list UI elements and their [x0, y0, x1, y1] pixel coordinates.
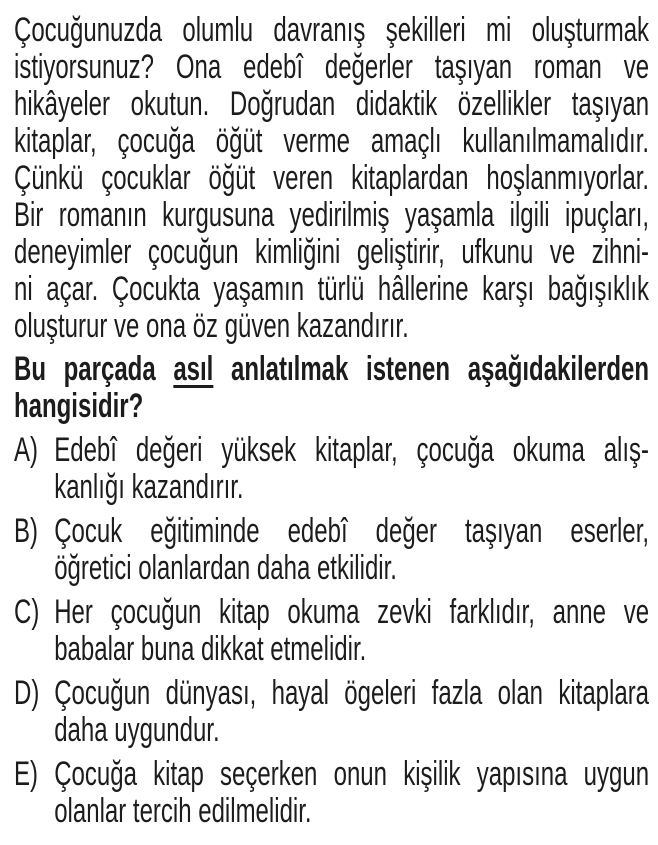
passage-line: Çünkü çocuklar öğüt veren kitaplardan hoşlanmıyorlar. [14, 159, 650, 197]
options-list [14, 432, 649, 830]
option-label: B) [14, 512, 38, 550]
passage-line: kitaplar, çocuğa öğüt verme amaçlı kullanılmamalıdır. [14, 122, 650, 160]
passage-line: istiyorsunuz? Ona edebî değerler taşıyan roman ve [14, 48, 650, 86]
option-label: C) [14, 593, 40, 631]
question-line-1 [14, 351, 649, 388]
option-line: kanlığı kazandırır. [54, 468, 244, 506]
underlined-word: asıl [173, 350, 214, 388]
option-row [14, 594, 649, 668]
option-line: Edebî değeri yüksek kitaplar, çocuğa okuma alış- [54, 431, 650, 469]
option-label: E) [14, 755, 38, 793]
option-line: olanlar tercih edilmelidir. [54, 792, 312, 830]
question [14, 351, 649, 425]
passage-line: ni açar. Çocukta yaşamın türlü hâllerine karşı bağışıklık [14, 270, 650, 308]
passage-line: hikâyeler okutun. Doğrudan didaktik özellikler taşıyan [14, 85, 650, 123]
passage-line: Çocuğunuzda olumlu davranış şekilleri mi oluşturmak [14, 11, 650, 49]
option-line: Çocuğa kitap seçerken onun kişilik yapısına uygun [54, 755, 650, 793]
option-line: babalar buna dikkat etmelidir. [54, 630, 367, 668]
passage-line: deneyimler çocuğun kimliğini geliştirir, ufkunu ve zihni- [14, 233, 650, 271]
passage-line: Bir romanın kurgusuna yedirilmiş yaşamla ilgili ipuçları, [14, 196, 650, 234]
question-text-segment: Bu parçada [14, 350, 174, 388]
option-line: Çocuğun dünyası, hayal ögeleri fazla olan kitaplara [54, 674, 650, 712]
option-row [14, 513, 649, 587]
option-line: Çocuk eğitiminde edebî değer taşıyan eserler, [54, 512, 650, 550]
question-line-2: hangisidir? [14, 387, 144, 425]
option-row [14, 756, 649, 830]
option-line: Her çocuğun kitap okuma zevki farklıdır, anne ve [54, 593, 650, 631]
option-line: öğretici olanlardan daha etkilidir. [54, 549, 397, 587]
option-text [54, 432, 649, 506]
option-line: daha uygundur. [54, 711, 220, 749]
option-row [14, 675, 649, 749]
option-text [54, 513, 649, 587]
option-text [54, 594, 649, 668]
option-text [54, 675, 649, 749]
passage-line: oluşturur ve ona öz güven kazandırır. [14, 307, 409, 345]
option-row [14, 432, 649, 506]
option-label: D) [14, 674, 40, 712]
passage [14, 12, 649, 345]
option-text [54, 756, 649, 830]
question-text-segment: anlatılmak istenen aşağıdakilerden [213, 350, 650, 388]
option-label: A) [14, 431, 38, 469]
